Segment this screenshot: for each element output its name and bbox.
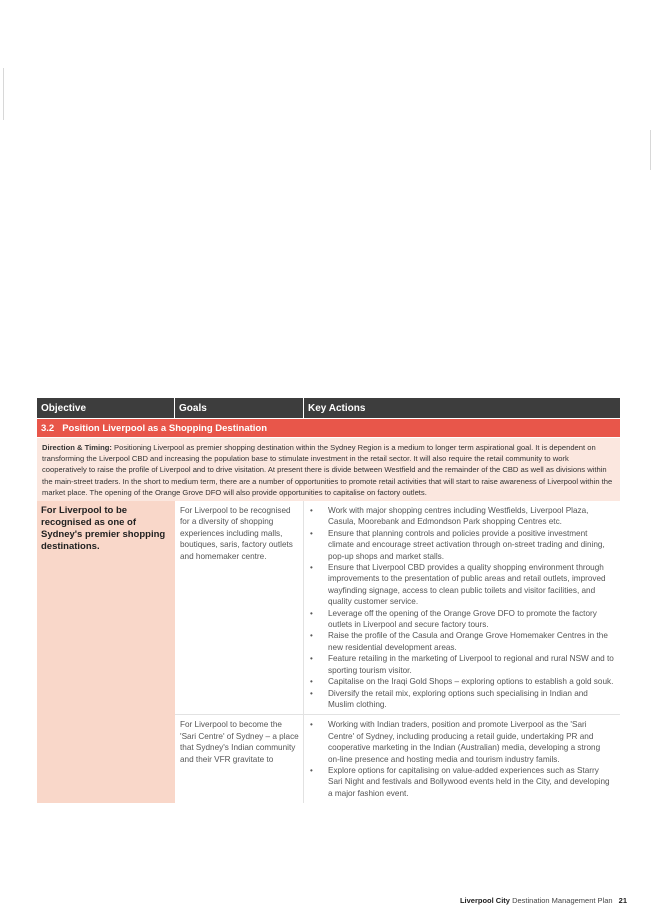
- bullet-icon: •: [310, 765, 313, 775]
- actions-cell: [304, 501, 620, 714]
- direction-timing-text: Positioning Liverpool as premier shopping destination within the Sydney Region is a medium to longer term aspirational goal. It is dependent on transforming the Liverpool CBD and increasing the population base to stimulate investment in the retail sector. It will also require the retail community to work cooperatively to raise the profile of Liverpool and to drive visitation. At present there is divide between Westfield and the remainder of the CBD as well as divisions within the main-street traders. In the short to medium term, there are a number of opportunities to promote retail activities that will start to raise awareness of Liverpool within the market place. The opening of the Orange Grove DFO will also provide opportunities to capitalise on factory outlets.: [42, 443, 613, 497]
- list-item: • Ensure that planning controls and policies provide a positive investment climate and encourage street activation through on-street trading and dining, pop-up shops and market stalls.: [310, 528, 605, 561]
- goals-actions-group: [175, 501, 620, 803]
- bullet-icon: •: [310, 677, 313, 687]
- bullet-icon: •: [310, 654, 313, 664]
- page-footer: [460, 896, 627, 905]
- table-row: [175, 501, 620, 715]
- objective-cell: For Liverpool to be recognised as one of Sydney's premier shopping destinations.: [37, 501, 175, 803]
- direction-timing-label: Direction & Timing:: [42, 443, 112, 452]
- list-item: • Capitalise on the Iraqi Gold Shops – exploring options to establish a gold souk.: [310, 677, 614, 687]
- right-margin-mark: [650, 130, 651, 170]
- section-number: 3.2: [41, 422, 55, 434]
- bullet-icon: •: [310, 720, 313, 730]
- header-objective: Objective: [37, 398, 175, 418]
- footer-org: Liverpool City: [459, 896, 510, 905]
- section-title-row: [37, 419, 620, 437]
- bullet-icon: •: [310, 563, 313, 573]
- left-margin-mark: [3, 68, 4, 120]
- header-goals: Goals: [175, 398, 304, 418]
- bullet-icon: •: [310, 608, 313, 618]
- list-item: • Raise the profile of the Casula and Orange Grove Homemaker Centres in the new residential development areas.: [310, 631, 608, 652]
- actions-cell: [304, 715, 620, 803]
- list-item: • Leverage off the opening of the Orange Grove DFO to promote the factory outlets in Liverpool and secure factory tours.: [310, 608, 597, 630]
- page-number: 21: [618, 896, 627, 905]
- section-title: Position Liverpool as a Shopping Destination: [62, 422, 268, 434]
- list-item: • Explore options for capitalising on value-added experiences such as Starry Sari Night and festivals and Bollywood events held in the City, and developing a major fashion event.: [310, 765, 610, 798]
- objectives-table: [37, 398, 620, 803]
- list-item: • Ensure that Liverpool CBD provides a quality shopping environment through improvements to the presentation of public areas and retail outlets, improved wayfinding signage, access to clean public toilets and visitor facilities, and quality customer service.: [310, 563, 606, 607]
- bullet-icon: •: [310, 528, 313, 538]
- goal-cell: For Liverpool to become the 'Sari Centre' of Sydney – a place that Sydney's Indian community and their VFR gravitate to: [175, 715, 304, 803]
- direction-timing-box: [37, 438, 620, 501]
- goal-cell: For Liverpool to be recognised for a diversity of shopping experiences including malls, boutiques, saris, factory outlets and homemaker centre.: [175, 501, 304, 714]
- bullet-icon: •: [310, 506, 313, 516]
- bullet-icon: •: [310, 688, 313, 698]
- list-item: • Diversify the retail mix, exploring options such specialising in Indian and Muslim clothing.: [310, 688, 588, 709]
- objective-body: [37, 501, 620, 803]
- list-item: • Feature retailing in the marketing of Liverpool to regional and rural NSW and to sporting tourism visitor.: [310, 654, 614, 675]
- list-item: • Working with Indian traders, position and promote Liverpool as the 'Sari Centre' of Sydney, including producing a retail guide, undertaking PR and cooperative marketing in the Indian (Australian) media, developing a strong on-line presence and hosting media and tourism industry famils.: [310, 720, 601, 764]
- footer-doc: Destination Management Plan: [512, 896, 613, 905]
- bullet-icon: •: [310, 631, 313, 641]
- table-row: [175, 715, 620, 803]
- table-header-row: [37, 398, 620, 418]
- list-item: • Work with major shopping centres including Westfields, Liverpool Plaza, Casula, Moorebank and Edmondson Park shopping Centres etc.: [310, 506, 589, 527]
- header-key-actions: Key Actions: [308, 402, 366, 414]
